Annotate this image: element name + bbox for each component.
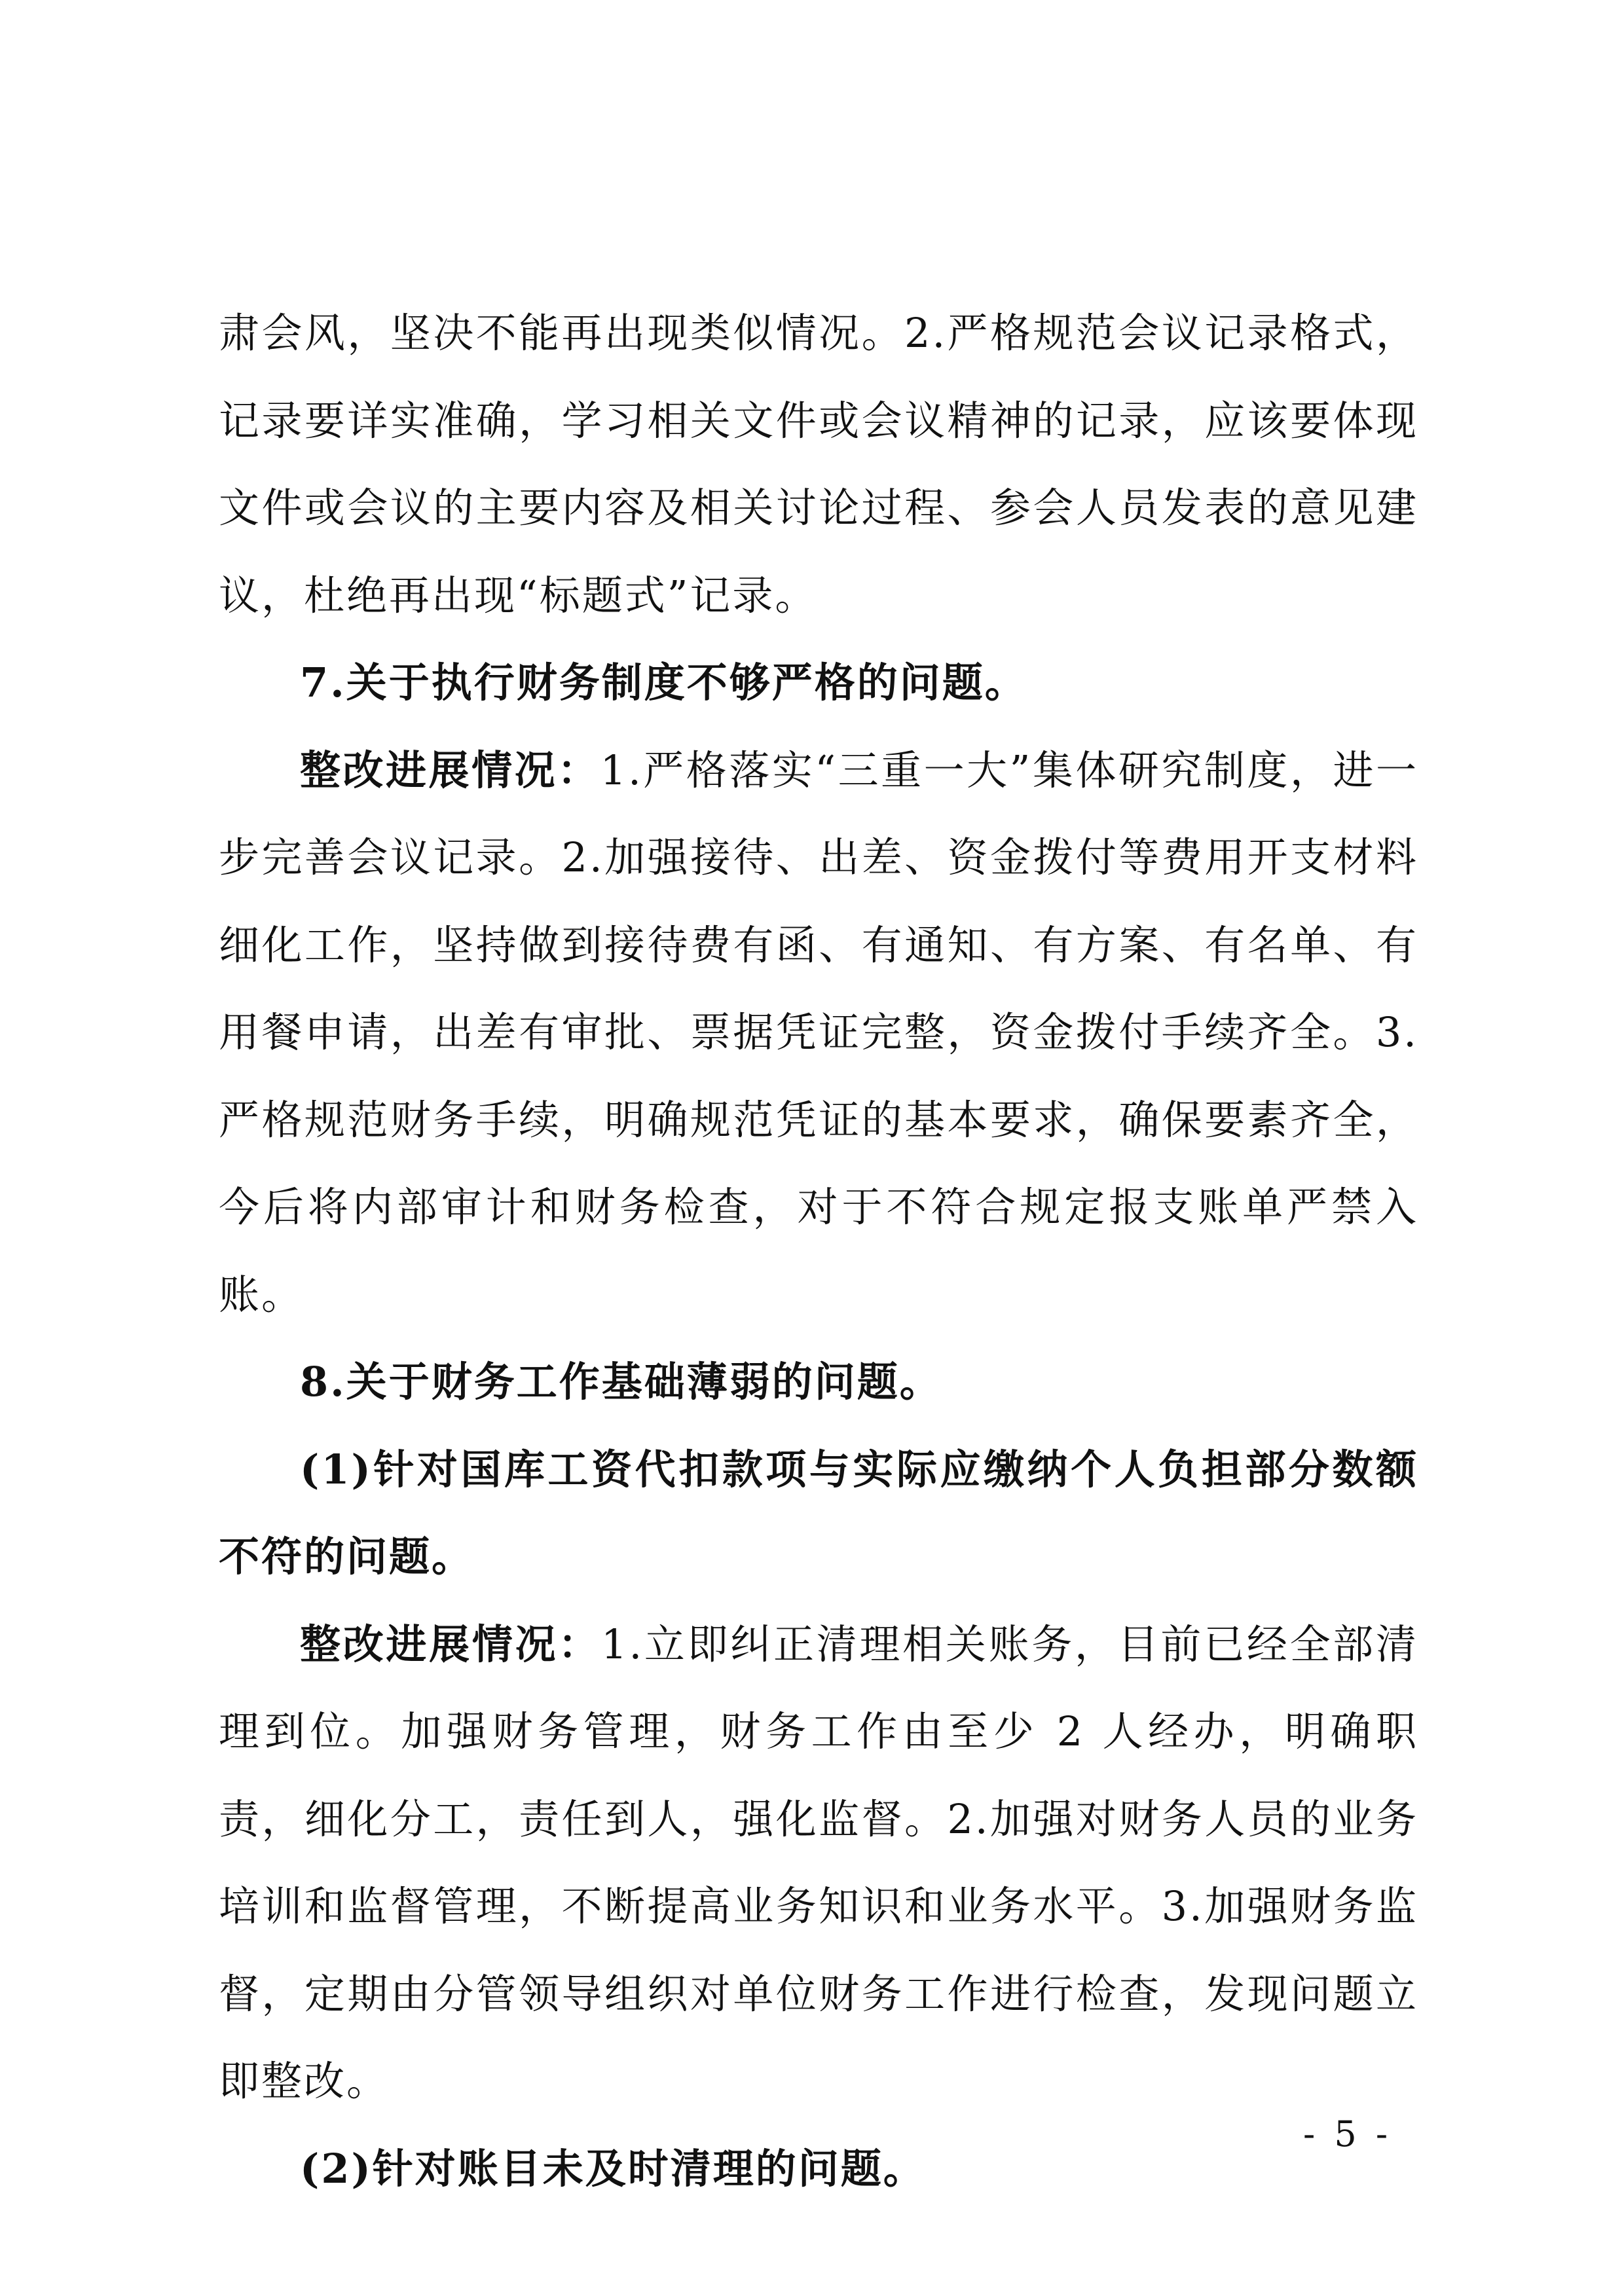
page-number: - 5 - (1303, 2113, 1392, 2155)
paragraph-text: 1.立即纠正清理相关账务，目前已经全部清理到位。加强财务管理，财务工作由至少 2 人经办，明确职责，细化分工，责任到人，强化监督。2.加强对财务人员的业务培训和监督管理，不断提高业务知识和业务水平。3.加强财务监督，定期由分管领导组织对单位财务工作进行检查，发现问题立即整改。 (219, 1620, 1418, 2105)
heading-text: (2)针对账目未及时清理的问题。 (300, 2144, 926, 2193)
progress-paragraph-7 (219, 727, 1418, 1339)
section-heading-7 (219, 639, 1418, 727)
progress-paragraph-8-1 (219, 1601, 1418, 2125)
paragraph-continuation (219, 289, 1418, 639)
sub-heading-8-1 (219, 1426, 1418, 1601)
document-body (219, 289, 1418, 2212)
paragraph-text: 1.严格落实“三重一大”集体研究制度，进一步完善会议记录。2.加强接待、出差、资金拨付等费用开支材料细化工作，坚持做到接待费有函、有通知、有方案、有名单、有用餐申请，出差有审批、票据凭证完整，资金拨付手续齐全。3.严格规范财务手续，明确规范凭证的基本要求，确保要素齐全，今后将内部审计和财务检查，对于不符合规定报支账单严禁入账。 (219, 746, 1418, 1319)
sub-heading-8-2 (219, 2125, 1418, 2213)
heading-text: (1)针对国库工资代扣款项与实际应缴纳个人负担部分数额不符的问题。 (219, 1445, 1418, 1580)
heading-text: 8.关于财务工作基础薄弱的问题。 (300, 1358, 942, 1406)
paragraph-text: 肃会风，坚决不能再出现类似情况。2.严格规范会议记录格式，记录要详实准确，学习相关文件或会议精神的记录，应该要体现文件或会议的主要内容及相关讨论过程、参会人员发表的意见建议，杜绝再出现“标题式”记录。 (219, 309, 1418, 619)
progress-lead-label: 整改进展情况： (300, 1620, 601, 1668)
section-heading-8 (219, 1338, 1418, 1426)
heading-text: 7.关于执行财务制度不够严格的问题。 (300, 659, 1027, 706)
progress-lead-label: 整改进展情况： (300, 746, 600, 794)
